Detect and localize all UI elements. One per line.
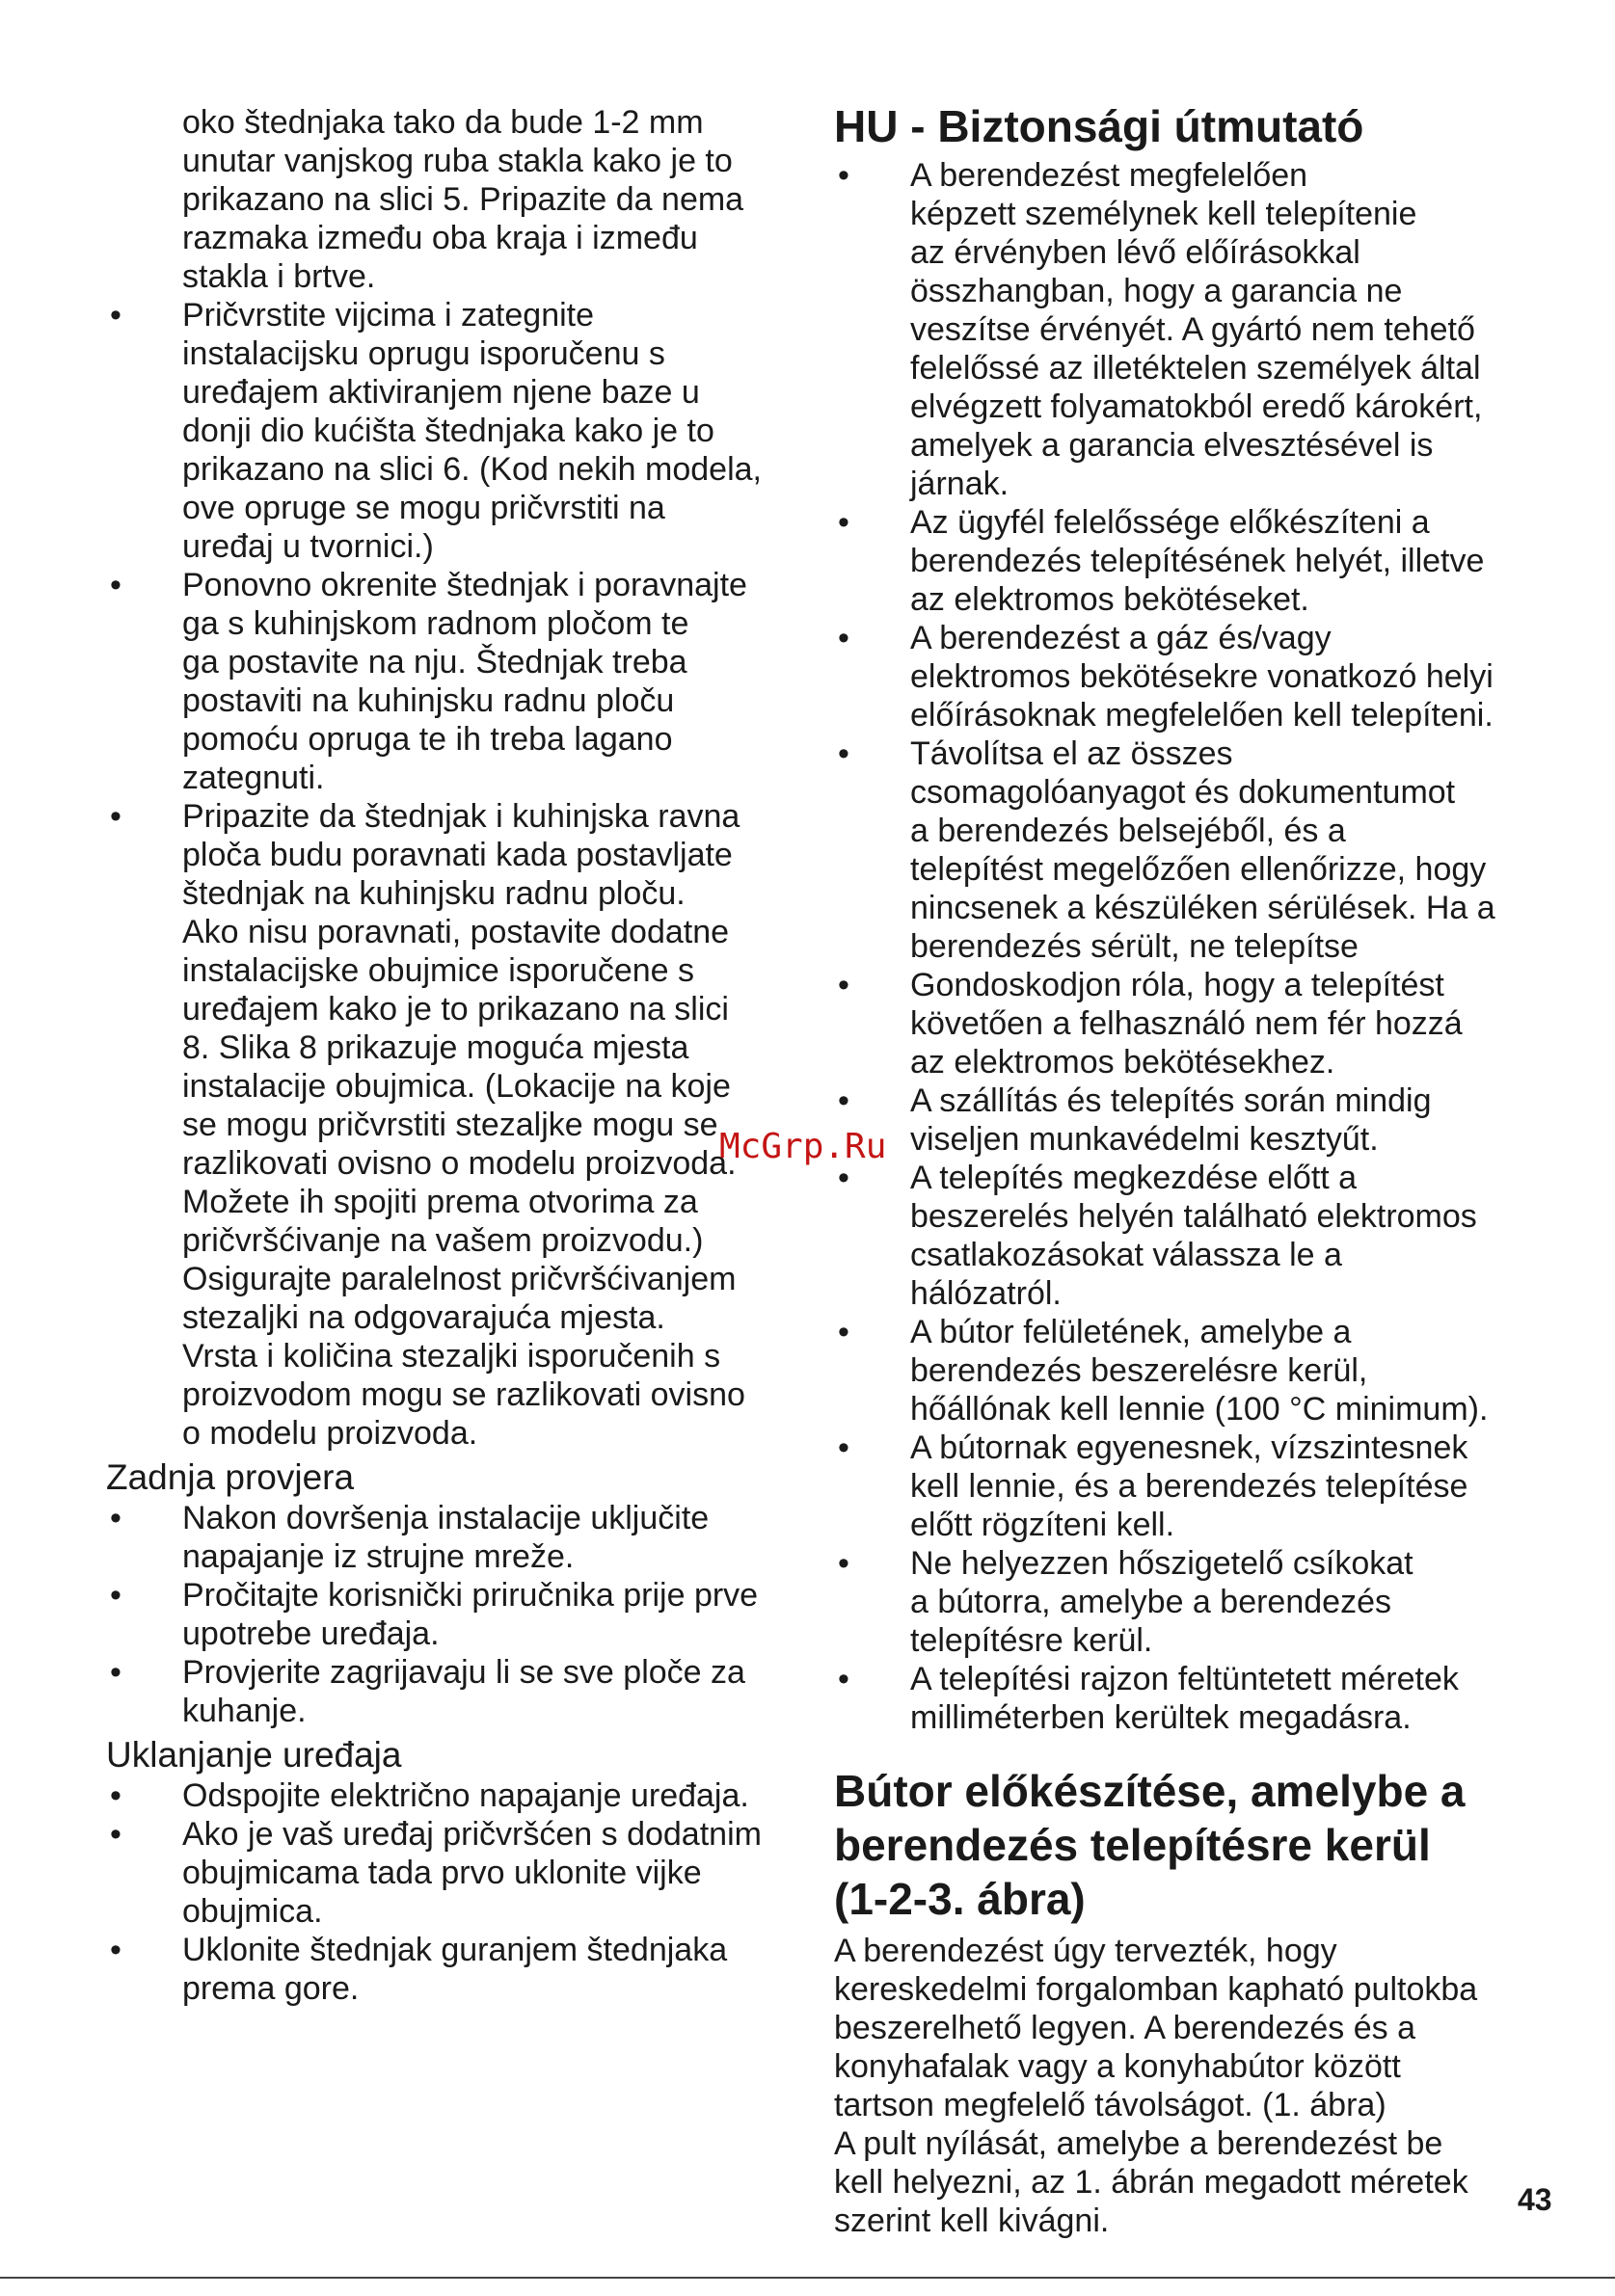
section-title <box>834 1764 1528 1926</box>
text-line: pričvršćivanje na vašem proizvodu.) <box>182 1222 704 1259</box>
text-line: (1-2-3. ábra) <box>834 1874 1086 1924</box>
text-line: obujmica. <box>182 1893 323 1930</box>
text-line: amelyek a garancia elvesztésével is <box>910 427 1434 464</box>
list-item <box>106 797 791 1453</box>
bullet-icon: • <box>110 798 121 835</box>
text-line: Vrsta i količina stezaljki isporučenih s <box>182 1338 721 1375</box>
bullet-icon: • <box>838 620 849 656</box>
text-line: uređajem aktiviranjem njene baze u <box>182 374 700 411</box>
text-line: instalacijske obujmice isporučene s <box>182 952 695 989</box>
text-line: a bútorra, amelybe a berendezés <box>910 1584 1391 1620</box>
text-line: telepítésre kerül. <box>910 1622 1153 1659</box>
text-line: az elektromos bekötéseket. <box>910 581 1309 618</box>
text-line: Ako je vaš uređaj pričvršćen s dodatnim <box>182 1816 762 1853</box>
text-line: obujmicama tada prvo uklonite vijke <box>182 1855 702 1891</box>
text-line: A pult nyílását, amelybe a berendezést be <box>834 2125 1443 2162</box>
list-item <box>106 1499 791 1576</box>
list-item <box>834 966 1528 1081</box>
list-item <box>834 1313 1528 1428</box>
bullet-icon: • <box>110 1932 121 1968</box>
section-heading: Uklanjanje uređaja <box>106 1735 402 1775</box>
text-line: a berendezés belsejéből, és a <box>910 813 1346 849</box>
watermark: McGrp.Ru <box>719 1127 887 1166</box>
text-line: uređaj u tvornici.) <box>182 528 434 565</box>
bottom-divider <box>0 2277 1615 2279</box>
bullet-icon: • <box>838 1314 849 1350</box>
list-item <box>834 1544 1528 1660</box>
list-item <box>106 1931 791 2008</box>
text-line: Možete ih spojiti prema otvorima za <box>182 1184 698 1220</box>
text-line: upotrebe uređaja. <box>182 1615 440 1652</box>
text-line: A berendezést megfelelően <box>910 157 1308 194</box>
removal-list <box>106 1776 791 2008</box>
text-line: razmaka između oba kraja i između <box>182 220 698 256</box>
text-line: napajanje iz strujne mreže. <box>182 1538 575 1575</box>
page-title: HU - Biztonsági útmutató <box>834 101 1364 151</box>
list-item <box>834 156 1528 503</box>
list-item <box>834 1159 1528 1313</box>
text-line: előtt rögzíteni kell. <box>910 1507 1175 1543</box>
text-line: előírásoknak megfelelően kell telepíteni. <box>910 697 1494 734</box>
left-column <box>106 0 791 2008</box>
section-heading: Zadnja provjera <box>106 1457 355 1497</box>
list-item <box>106 296 791 566</box>
text-line: postaviti na kuhinjsku radnu ploču <box>182 682 675 719</box>
text-line: prikazano na slici 5. Pripazite da nema <box>182 181 744 218</box>
text-line: stakla i brtve. <box>182 258 376 295</box>
bullet-icon: • <box>110 1500 121 1536</box>
bullet-icon: • <box>838 1160 849 1196</box>
bullet-icon: • <box>110 1777 121 1814</box>
text-line: Ponovno okrenite štednjak i poravnajte <box>182 567 747 603</box>
text-line: milliméterben kerültek megadásra. <box>910 1699 1412 1736</box>
list-item <box>834 503 1528 619</box>
text-line: veszítse érvényét. A gyártó nem tehető <box>910 311 1475 348</box>
text-line: berendezés telepítésének helyét, illetve <box>910 543 1485 579</box>
text-line: kereskedelmi forgalomban kapható pultokba <box>834 1971 1478 2008</box>
text-line: ploča budu poravnati kada postavljate <box>182 837 733 873</box>
text-line: felelőssé az illetéktelen személyek által <box>910 350 1481 387</box>
text-line: A bútornak egyenesnek, vízszintesnek <box>910 1429 1468 1466</box>
text-line: Ne helyezzen hőszigetelő csíkokat <box>910 1545 1413 1582</box>
text-line: razlikovati ovisno o modelu proizvoda. <box>182 1145 737 1182</box>
bullet-icon: • <box>838 1545 849 1582</box>
page-number: 43 <box>1518 2182 1552 2217</box>
intro-paragraph <box>106 103 791 296</box>
body-paragraph <box>834 1932 1528 2240</box>
text-line: beszerelhető legyen. A berendezés és a <box>834 2010 1415 2046</box>
text-line: 8. Slika 8 prikazuje moguća mjesta <box>182 1029 689 1066</box>
text-line: proizvodom mogu se razlikovati ovisno <box>182 1376 745 1413</box>
list-item <box>834 619 1528 734</box>
list-item <box>106 1653 791 1730</box>
text-line: képzett személynek kell telepítenie <box>910 196 1417 232</box>
text-line: az érvényben lévő előírásokkal <box>910 234 1360 271</box>
list-item <box>834 1081 1528 1159</box>
list-item <box>106 1776 791 1815</box>
text-line: tartson megfelelő távolságot. (1. ábra) <box>834 2087 1386 2123</box>
text-line: szerint kell kivágni. <box>834 2203 1110 2239</box>
list-item <box>106 566 791 797</box>
text-line: követően a felhasználó nem fér hozzá <box>910 1005 1463 1042</box>
safety-list <box>834 156 1528 1737</box>
text-line: beszerelés helyén található elektromos <box>910 1198 1477 1235</box>
bullet-icon: • <box>110 567 121 603</box>
bullet-icon: • <box>838 504 849 541</box>
text-line: Pričvrstite vijcima i zategnite <box>182 297 595 334</box>
text-line: összhangban, hogy a garancia ne <box>910 273 1403 309</box>
bullet-icon: • <box>110 1577 121 1614</box>
text-line: A berendezést úgy tervezték, hogy <box>834 1933 1337 1969</box>
text-line: Pripazite da štednjak i kuhinjska ravna <box>182 798 740 835</box>
text-line: telepítést megelőzően ellenőrizze, hogy <box>910 851 1487 888</box>
right-column <box>834 0 1528 2240</box>
text-line: Odspojite električno napajanje uređaja. <box>182 1777 749 1814</box>
bullet-icon: • <box>110 1654 121 1691</box>
text-line: A berendezést a gáz és/vagy <box>910 620 1332 656</box>
list-item <box>834 1660 1528 1737</box>
text-line: zategnuti. <box>182 760 325 796</box>
bullet-icon: • <box>110 297 121 334</box>
text-line: A telepítés megkezdése előtt a <box>910 1160 1358 1196</box>
text-line: unutar vanjskog ruba stakla kako je to <box>182 143 733 179</box>
text-line: Pročitajte korisnički priručnika prije prve <box>182 1577 759 1614</box>
text-line: Uklonite štednjak guranjem štednjaka <box>182 1932 728 1968</box>
text-line: járnak. <box>910 466 1009 502</box>
text-line: berendezés telepítésre kerül <box>834 1820 1431 1870</box>
text-line: štednjak na kuhinjsku radnu ploču. <box>182 875 686 912</box>
list-item <box>834 1428 1528 1544</box>
text-line: Az ügyfél felelőssége előkészíteni a <box>910 504 1430 541</box>
text-line: instalacije obujmica. (Lokacije na koje <box>182 1068 731 1105</box>
text-line: prema gore. <box>182 1970 360 2007</box>
text-line: konyhafalak vagy a konyhabútor között <box>834 2048 1401 2085</box>
text-line: berendezés beszerelésre kerül, <box>910 1352 1368 1389</box>
bullet-icon: • <box>838 1661 849 1697</box>
text-line: Gondoskodjon róla, hogy a telepítést <box>910 967 1444 1003</box>
list-item <box>106 1576 791 1653</box>
bullet-icon: • <box>838 1429 849 1466</box>
text-line: Provjerite zagrijavaju li se sve ploče za <box>182 1654 745 1691</box>
text-line: uređajem kako je to prikazano na slici <box>182 991 729 1028</box>
instruction-list <box>106 296 791 1453</box>
text-line: A bútor felületének, amelybe a <box>910 1314 1352 1350</box>
text-line: csatlakozásokat válassza le a <box>910 1237 1342 1273</box>
bullet-icon: • <box>838 735 849 772</box>
bullet-icon: • <box>110 1816 121 1853</box>
text-line: instalacijsku oprugu isporučenu s <box>182 335 665 372</box>
list-item <box>834 734 1528 966</box>
text-line: az elektromos bekötésekhez. <box>910 1044 1335 1081</box>
text-line: ove opruge se mogu pričvrstiti na <box>182 490 665 526</box>
text-line: hálózatról. <box>910 1275 1062 1312</box>
text-line: oko štednjaka tako da bude 1-2 mm <box>182 104 704 141</box>
text-line: ga postavite na nju. Štednjak treba <box>182 644 687 681</box>
bullet-icon: • <box>838 1082 849 1119</box>
text-line: A telepítési rajzon feltüntetett méretek <box>910 1661 1459 1697</box>
text-line: Bútor előkészítése, amelybe a <box>834 1766 1466 1816</box>
text-line: Ako nisu poravnati, postavite dodatne <box>182 914 730 950</box>
text-line: o modelu proizvoda. <box>182 1415 478 1452</box>
text-line: Nakon dovršenja instalacije uključite <box>182 1500 710 1536</box>
text-line: se mogu pričvrstiti stezaljke mogu se <box>182 1107 718 1143</box>
bullet-icon: • <box>838 157 849 194</box>
text-line: A szállítás és telepítés során mindig <box>910 1082 1432 1119</box>
text-line: berendezés sérült, ne telepítse <box>910 928 1359 965</box>
text-line: csomagolóanyagot és dokumentumot <box>910 774 1456 811</box>
text-line: prikazano na slici 6. (Kod nekih modela, <box>182 451 762 488</box>
list-item <box>106 1815 791 1931</box>
text-line: elvégzett folyamatokból eredő károkért, <box>910 388 1483 425</box>
text-line: Távolítsa el az összes <box>910 735 1233 772</box>
text-line: stezaljki na odgovarajuća mjesta. <box>182 1299 665 1336</box>
text-line: Osigurajte paralelnost pričvršćivanjem <box>182 1261 737 1297</box>
text-line: donji dio kućišta štednjaka kako je to <box>182 413 714 449</box>
bullet-icon: • <box>838 967 849 1003</box>
text-line: viseljen munkavédelmi kesztyűt. <box>910 1121 1379 1158</box>
text-line: ga s kuhinjskom radnom pločom te <box>182 605 689 642</box>
text-line: kell helyezni, az 1. ábrán megadott méretek <box>834 2164 1468 2201</box>
final-check-list <box>106 1499 791 1730</box>
text-line: kell lennie, és a berendezés telepítése <box>910 1468 1468 1505</box>
text-line: nincsenek a készüléken sérülések. Ha a <box>910 890 1495 926</box>
text-line: pomoću opruga te ih treba lagano <box>182 721 673 758</box>
text-line: elektromos bekötésekre vonatkozó helyi <box>910 658 1494 695</box>
text-line: kuhanje. <box>182 1693 307 1729</box>
text-line: hőállónak kell lennie (100 °C minimum). <box>910 1391 1489 1428</box>
